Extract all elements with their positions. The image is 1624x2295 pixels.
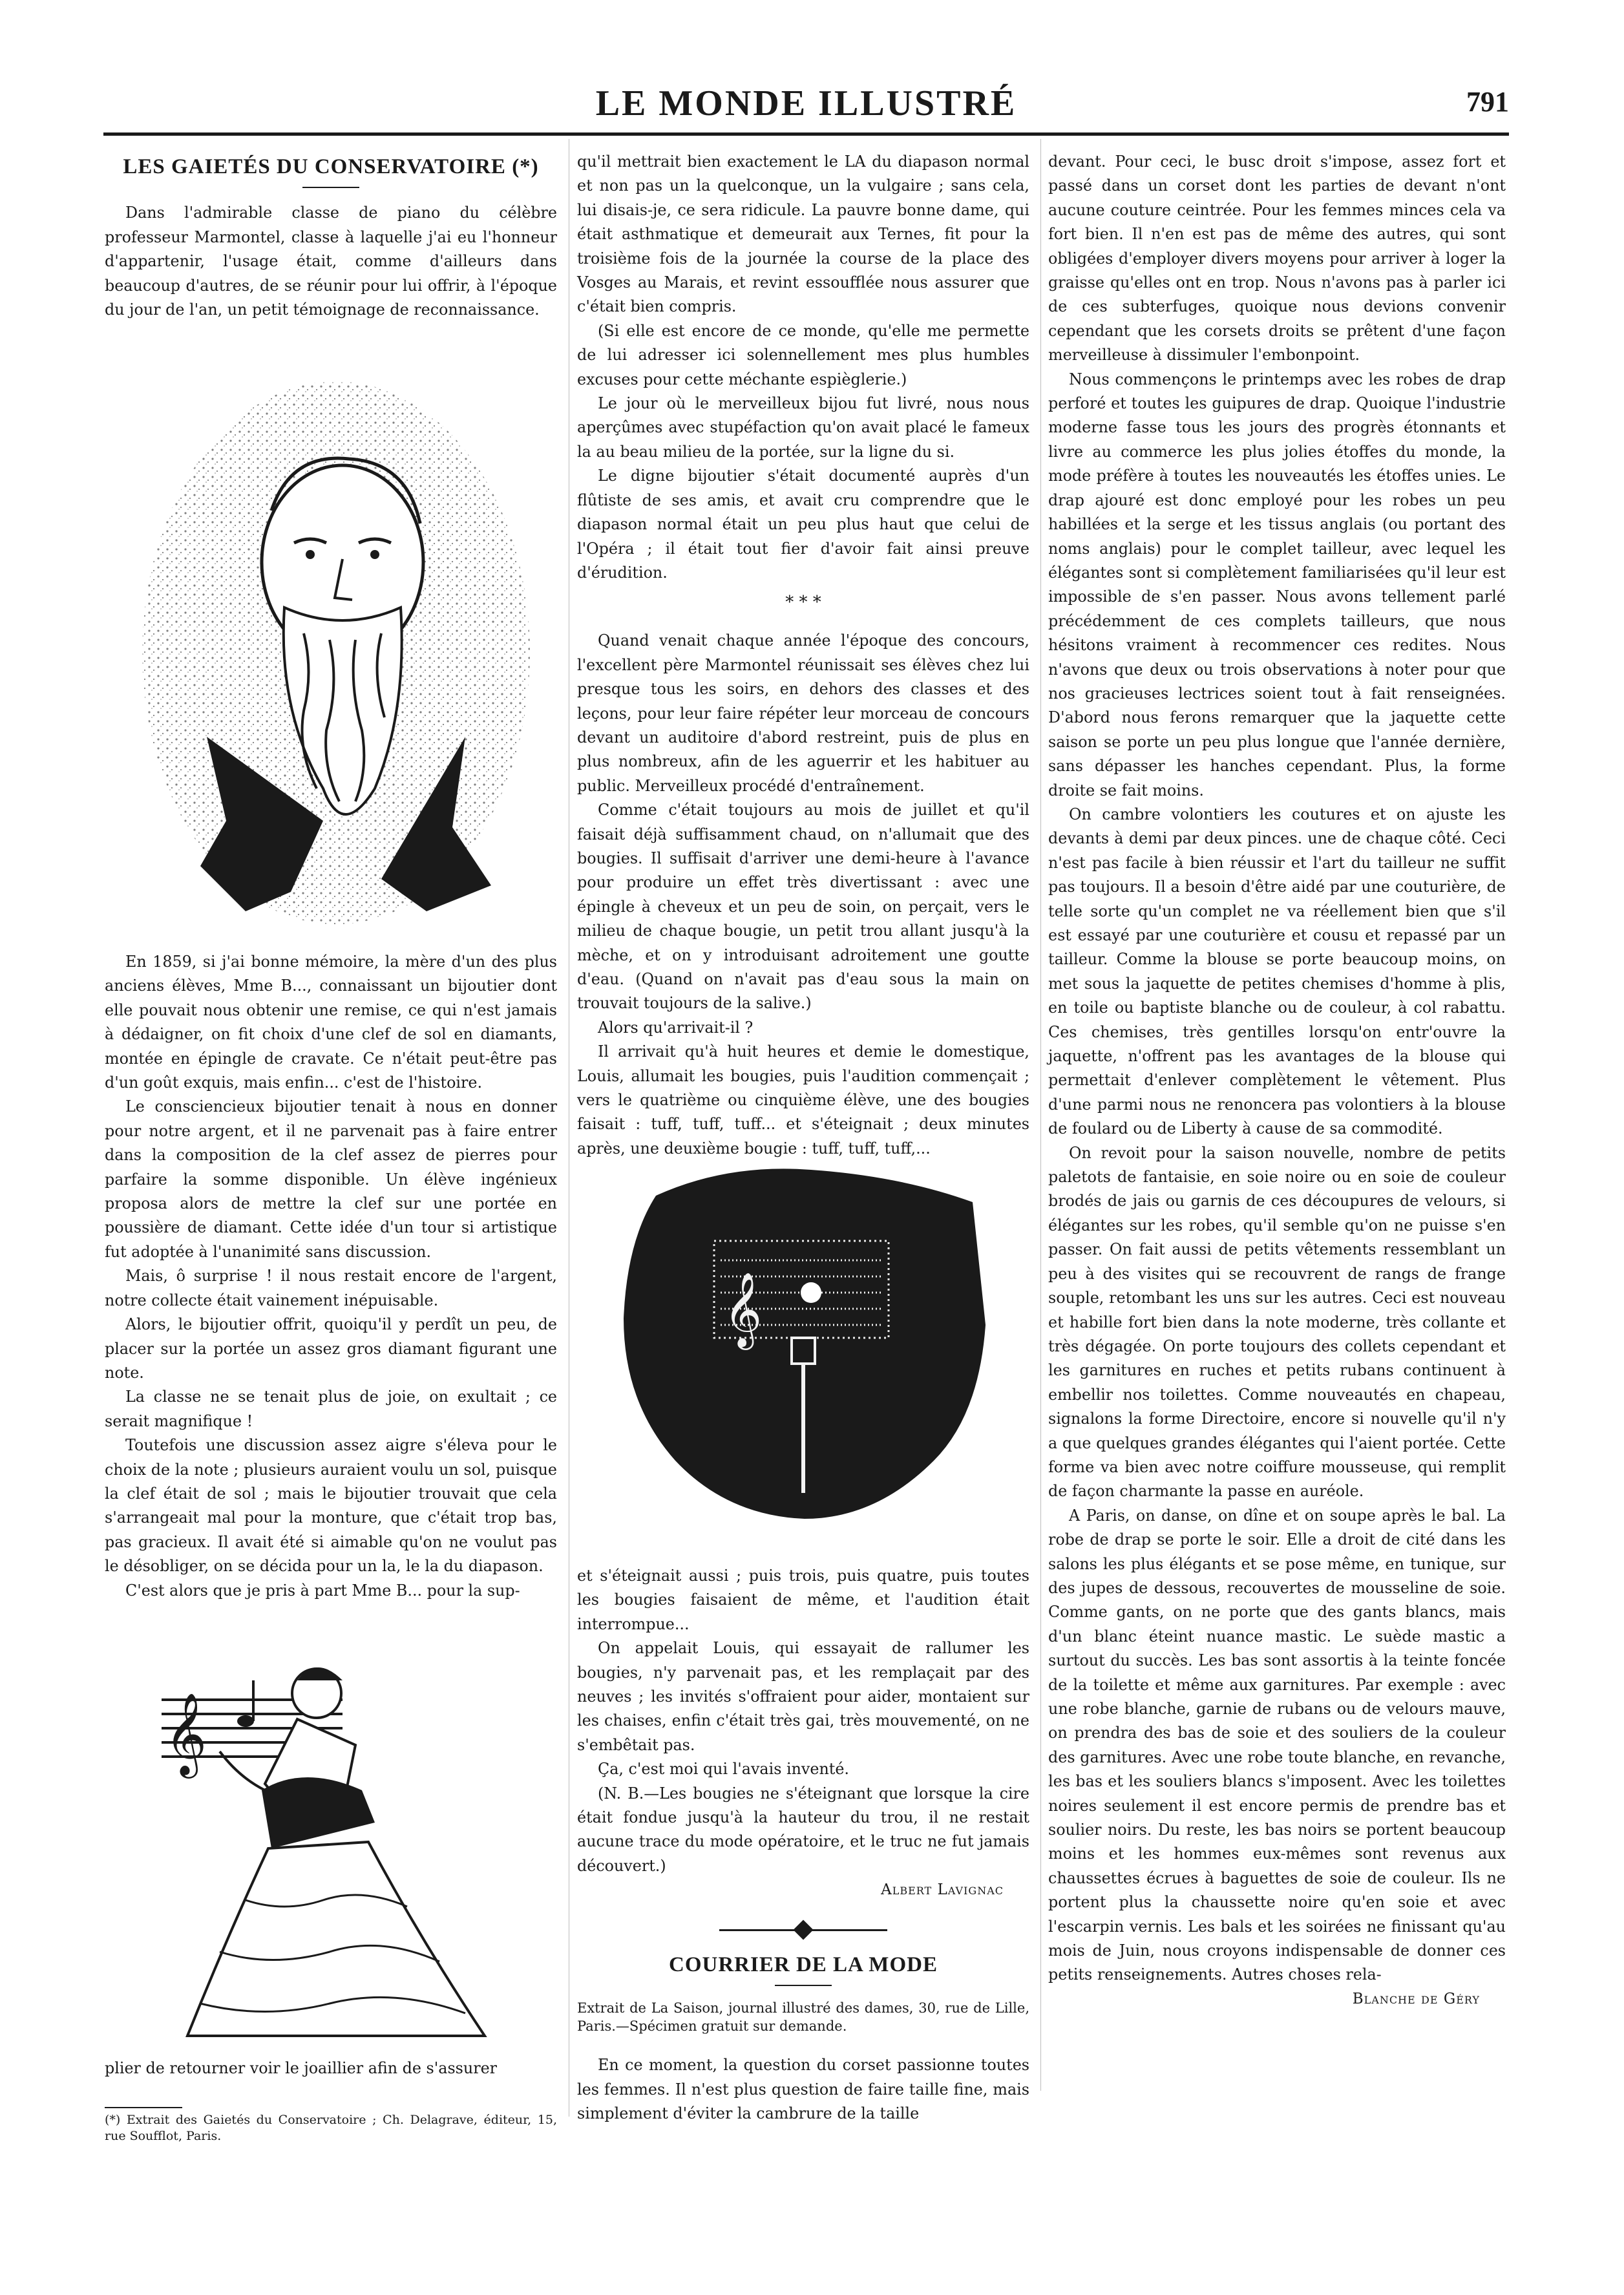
paragraph: Alors qu'arrivait-il ?: [598, 1018, 754, 1037]
paragraph: Le consciencieux bijoutier tenait à nous en donner pour notre argent, et il ne parvenait pas à faire entrer dans la composition de la clef assez de pierres pour parfaire la somme disponible. Un élève ingénieux proposa alors de mettre la clef sur une portée en poussière de diamant. Cette idée d'un tour si artistique fut adoptée à l'unanimité sans discussion.: [105, 1097, 557, 1261]
masthead: [103, 83, 1509, 128]
portrait-illustration: [129, 375, 543, 957]
masthead-rule: [103, 132, 1509, 136]
paragraph: Il arrivait qu'à huit heures et demie le domestique, Louis, allumait les bougies, puis l'audition commençait ; vers le quatrième ou cinquième élève, une des bougies faisait : tuff, tuff, tuff... et s'éteignait ; deux minutes après, une deuxième bougie : tuff, tuff, tuff,...: [577, 1042, 1029, 1158]
paragraph: Alors, le bijoutier offrit, quoiqu'il y perdît un peu, de placer sur la portée un assez gros diamant figurant une note.: [105, 1315, 557, 1382]
article-signature: Blanche de Géry: [1352, 1990, 1480, 2007]
paragraph: devant. Pour ceci, le busc droit s'impose, assez fort et passé dans un corset dont les parties de devant n'ont aucune couture ceintrée. Pour les femmes minces cela va fort bien. Il n'en est pas de même des autres, qui sont obligées d'employer divers moyens pour arriver à loger la graisse qu'elles ont en trop. Nous n'avons pas à parler ici de ces subterfuges, quoique nous devions convenir cependant que les corsets droits se prêtent d'une façon merveilleuse à dissimuler l'embonpoint.: [1048, 153, 1506, 365]
page-number: 791: [1466, 86, 1509, 118]
column-2-bottom: [577, 1564, 1029, 2126]
paragraph: C'est alors que je pris à part Mme B... pour la sup-: [125, 1581, 520, 1600]
newspaper-title: LE MONDE ILLUSTRÉ: [595, 83, 1017, 123]
paragraph: Dans l'admirable classe de piano du célèbre professeur Marmontel, classe à laquelle j'ai eu l'honneur d'appartenir, l'usage était, comme d'ailleurs dans beaucoup d'autres, de se réunir pour lui offrir, à l'époque du jour de l'an, un petit témoignage de reconnaissance.: [105, 204, 557, 319]
paragraph: (Si elle est encore de ce monde, qu'elle me permette de lui adresser ici solennellement mes plus humbles excuses pour cette méchante espièglerie.): [577, 321, 1029, 388]
heading-rule: [775, 1985, 832, 1986]
candle-diamond-illustration: [598, 1157, 1011, 1532]
column-3: [1048, 150, 1506, 2011]
paragraph: Toutefois une discussion assez aigre s'éleva pour le choix de la note ; plusieurs auraient voulu un sol, puisque la clef était de sol ; mais le bijoutier trouvait que cela s'arrangeait mal pour la monture, que c'était trop bas, pas gracieux. Il avait été si aimable qu'on ne voulut pas le désobliger, on se décida pour un la, le la du diapason.: [105, 1436, 557, 1576]
paragraph: Mais, ô surprise ! il nous restait encore de l'argent, notre collecte était vainement inépuisable.: [105, 1267, 557, 1309]
footnote: (*) Extrait des Gaietés du Conservatoire ; Ch. Delagrave, éditeur, 15, rue Soufflot, Paris.: [105, 2113, 557, 2143]
article-heading: COURRIER DE LA MODE: [669, 1952, 938, 1976]
article-signature: Albert Lavignac: [881, 1881, 1004, 1899]
column-divider: [1040, 139, 1041, 2091]
paragraph: et s'éteignait aussi ; puis trois, puis quatre, puis toutes les bougies faisaient de même, et l'audition était interrompue...: [577, 1567, 1029, 1633]
heading-rule: [302, 187, 359, 188]
paragraph: plier de retourner voir le joaillier afin de s'assurer: [105, 2059, 498, 2077]
paragraph: Nous commençons le printemps avec les robes de drap perforé et toutes les guipures de drap. Quoique l'industrie moderne fasse tous les jours des progrès étonnants et livre au commerce les plus jolies étoffes du monde, la mode préfère à toutes les nouveautés les étoffes unies. Le drap ajouré est donc employé pour les robes un peu habillées et la serge et les tissus anglais (ou portant des noms anglais) pour le complet tailleur, avec lequel les élégantes sont si complètement familiarisées qu'il leur est impossible de s'en passer. Nous avons tellement parlé précédemment de ces complets tailleurs, que nous hésitons vraiment à recommencer ces redites. Nous n'avons que deux ou trois observations à noter pour que nos gracieuses lectrices soient tout à fait renseignées. D'abord nous ferons remarquer que la jaquette cette saison se porte un peu plus longue que l'année dernière, sans dépasser les hanches cependant. Plus, la forme droite se fait moins.: [1048, 370, 1506, 799]
svg-text:𝄞: 𝄞: [165, 1692, 207, 1775]
paragraph: Le jour où le merveilleux bijou fut livré, nous nous aperçûmes avec stupéfaction qu'on avait placé le fameux la au beau milieu de la portée, sur la ligne du si.: [577, 394, 1029, 461]
paragraph: En ce moment, la question du corset passionne toutes les femmes. Il n'est plus question de faire taille fine, mais simplement d'éviter la cambrure de la taille: [577, 2056, 1029, 2122]
paragraph: Le digne bijoutier s'était documenté auprès d'un flûtiste de ses amis, et avait cru comprendre que le diapason normal était un peu plus haut que celui de l'Opéra ; il était tout fier d'avoir fait ainsi preuve d'érudition.: [577, 467, 1029, 582]
paragraph: Quand venait chaque année l'époque des concours, l'excellent père Marmontel réunissait ses élèves chez lui presque tous les soirs, en dehors des classes et des leçons, pour leur faire répéter leur morceau de concours devant un auditoire d'abord restreint, puis de plus en plus nombreux, afin de les aguerrir et les habituer au public. Merveilleux procédé d'entraînement.: [577, 631, 1029, 795]
paragraph: On cambre volontiers les coutures et on ajuste les devants à demi par deux pinces. une de chaque côté. Ceci n'est pas facile à bien réussir et l'art du tailleur ne suffit pas toujours. Il a besoin d'être aidé par une couturière, de telle sorte qu'un complet ne va réellement bien que s'il est essayé par une couturière et cousu et repassé par un tailleur. Comme la blouse se porte beaucoup moins, on met sous la jaquette de petites chemises d'homme à plis, en toile ou baptiste blanche ou de couleur, à col rabattu. Ces chemises, très gentilles lorsqu'on entr'ouvre la jaquette, n'offrent pas les avantages de la blouse qui permettait d'enlever complètement le vêtement. Plus d'une parmi nous ne renoncera pas volontiers à la blouse de foulard ou de Liberty à cause de sa commodité.: [1048, 805, 1506, 1138]
paragraph: Comme c'était toujours au mois de juillet et qu'il faisait déjà suffisamment chaud, on n'allumait que des bougies. Il suffisait d'arriver une demi-heure à l'avance pour produire un effet très divertissant : avec une épingle à cheveux et un peu de soin, on perçait, vers le milieu de chaque bougie, un petit trou allant jusqu'à la mèche, et on y introduisant adroitement une goutte d'eau. (Quand on n'avait pas d'eau sous la main on trouvait toujours de la salive.): [577, 801, 1029, 1013]
paragraph: qu'il mettrait bien exactement le LA du diapason normal et non pas un la quelconque, un la vulgaire ; sans cela, lui disais-je, ce sera ridicule. La pauvre bonne dame, qui était asthmatique et demeurait aux Ternes, fit pour la troisième fois de la journée la course de la place des Vosges au Marais, et revint essoufflée nous assurer que c'était bien compris.: [577, 153, 1029, 316]
section-ornament: [719, 1925, 887, 1935]
paragraph: On revoit pour la saison nouvelle, nombre de petits paletots de fantaisie, en soie noire ou en soie de couleur brodés de jais ou garnis de ces découpures de velours, si élégantes sur les robes, qu'il semble qu'on ne puisse s'en passer. On fait aussi de petits vêtements ressemblant un peu à des visites qui se recouvrent de rangs de frange souple, retombant les uns sur les autres. Ceci est nouveau et habille fort bien dans la note moderne, très collante et très dégagée. On porte toujours des collets cependant et les garnitures en ruches et petits rubans continuent à embellir nos toilettes. Comme nouveautés en chapeau, signalons la forme Directoire, encore si nouvelle qu'il n'y a que quelques grandes élégantes qui l'aient portée. Cette forme va bien avec notre coiffure mousseuse, qui remplit de façon charmante la passe en auréole.: [1048, 1143, 1506, 1501]
section-stars: * * *: [785, 593, 821, 613]
article-heading: LES GAIETÉS DU CONSERVATOIRE (*): [123, 155, 539, 178]
column-2-top: [577, 150, 1029, 1161]
column-1-bottom: [105, 950, 557, 1603]
paragraph: On appelait Louis, qui essayait de rallumer les bougies, n'y parvenait pas, et les remplaçait par des neuves ; les invités s'offraient pour aider, montaient sur les chaises, enfin c'était très gai, très mouvementé, on ne s'embêtait pas.: [577, 1639, 1029, 1754]
singer-illustration: [149, 1655, 511, 2042]
paragraph: A Paris, on danse, on dîne et on soupe après le bal. La robe de drap se porte le soir. Elle a droit de cité dans les salons les plus élégants et se pose même, en tunique, sur des jupes de dessous, recouvertes de mousseline de soie. Comme gants, on ne porte que des gants blancs, mais d'un blanc éteint nuance mastic. Le suède mastic a surtout du succès. Les bas sont assortis à la teinte foncée de la toilette et même aux garnitures. Par exemple : avec une robe blanche, garnie de rubans ou de velours mauve, on prendra des bas de soie et des souliers de la couleur des garnitures. Avec une robe toute blanche, en revanche, les bas et les souliers blancs s'imposent. Avec les toilettes noires seulement il est encore permis de prendre bas et soulier noirs. Du reste, les bas noirs se portent beaucoup moins et les hommes eux-mêmes sont revenus aux chaussettes écrues à baguettes de soie de couleur. Ils ne portent plus la chaussette noire qu'en soie et avec l'escarpin vernis. Les bals et les soirées ne finissant qu'au mois de Juin, nous croyons indispensable de donner ces petits renseignements. Autres choses rela-: [1048, 1506, 1506, 1984]
column-1-top: [105, 155, 557, 322]
footnote-rule: [105, 2107, 182, 2108]
svg-text:𝄞: 𝄞: [724, 1271, 763, 1347]
paragraph: La classe ne se tenait plus de joie, on exultait ; ce serait magnifique !: [105, 1388, 557, 1430]
paragraph: En 1859, si j'ai bonne mémoire, la mère d'un des plus anciens élèves, Mme B..., connaissant un bijoutier dont elle pouvait nous obtenir une remise, ce qui n'est jamais à dédaigner, on fit choix d'une clef de sol en diamants, montée en épingle de cravate. Ce n'était peut-être pas d'un goût exquis, mais enfin... c'est de l'histoire.: [105, 953, 557, 1092]
column-1-end: [105, 2057, 557, 2080]
paragraph: (N. B.—Les bougies ne s'éteignant que lorsque la cire était fondue jusqu'à la hauteur du trou, il ne restait aucune trace du mode opératoire, et le truc ne fut jamais découvert.): [577, 1784, 1029, 1875]
paragraph: Ça, c'est moi qui l'avais inventé.: [598, 1760, 849, 1779]
source-note: Extrait de La Saison, journal illustré des dames, 30, rue de Lille, Paris.—Spécimen gratuit sur demande.: [577, 2000, 1029, 2035]
